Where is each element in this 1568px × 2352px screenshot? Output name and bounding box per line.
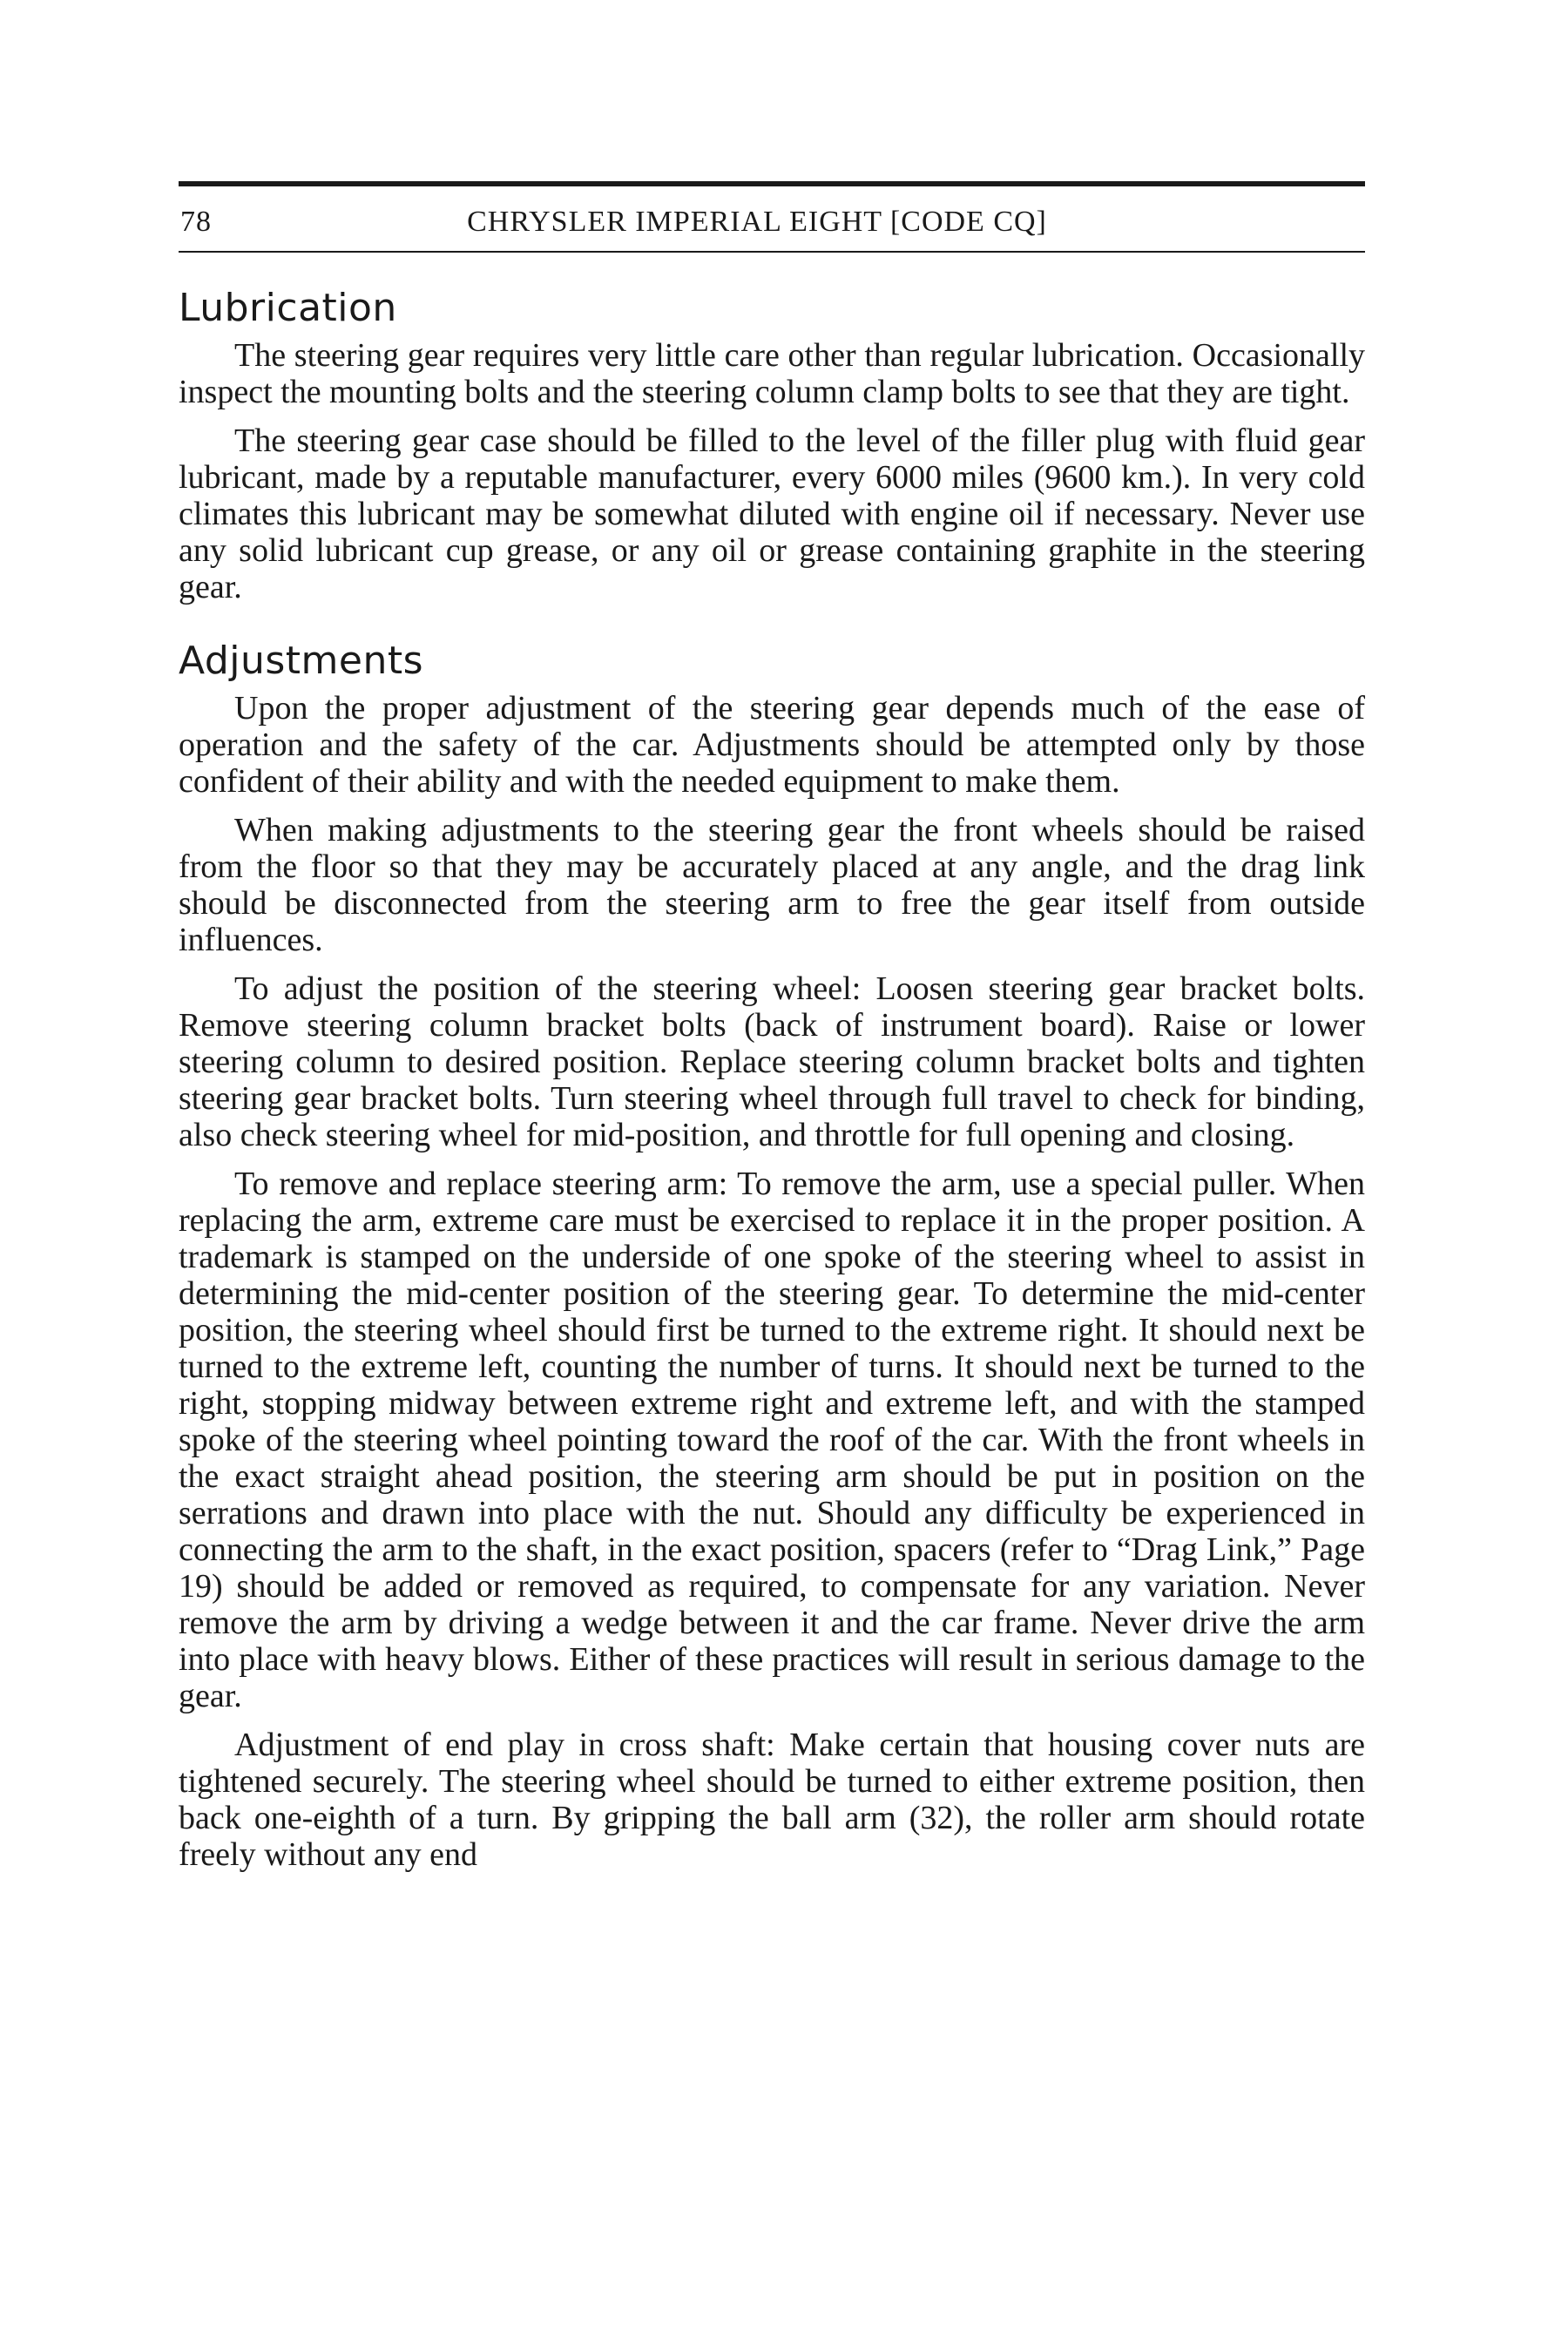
header-rule-top — [179, 181, 1365, 186]
paragraph: The steering gear case should be filled to the level of the filler plug with fluid gear lubricant, made by a reputable manufacturer, every 6000 miles (9600 km.). In very cold climates this lubricant may be somewhat diluted with engine oil if necessary. Never use any solid lubricant cup grease, or any oil or grease containing graphite in the steering gear. — [179, 422, 1365, 605]
section-lubrication — [179, 286, 1365, 605]
section-heading: Lubrication — [179, 286, 397, 330]
paragraph: To adjust the position of the steering wheel: Loosen steering gear bracket bolts. Remove steering column bracket bolts (back of instrument board). Raise or lower steering column to desired position. Replace steering column bracket bolts and tighten steering gear bracket bolts. Turn steering wheel through full travel to check for binding, also check steering wheel for mid-position, and throttle for full opening and closing. — [179, 970, 1365, 1153]
paragraph: When making adjustments to the steering gear the front wheels should be raised from the floor so that they may be accurately placed at any angle, and the drag link should be disconnected from the steering arm to free the gear itself from outside influences. — [179, 812, 1365, 958]
paragraph: Adjustment of end play in cross shaft: Make certain that housing cover nuts are tightened securely. The steering wheel should be turned to either extreme position, then back one-eighth of a turn. By gripping the ball arm (32), the roller arm should rotate freely without any end — [179, 1727, 1365, 1873]
running-title: CHRYSLER IMPERIAL EIGHT [CODE CQ] — [467, 206, 1047, 238]
paragraph: Upon the proper adjustment of the steering gear depends much of the ease of operation and the safety of the car. Adjustments should be attempted only by those confident of their ability and with the needed equipment to make them. — [179, 690, 1365, 800]
document-page — [179, 181, 1365, 1885]
paragraph: To remove and replace steering arm: To remove the arm, use a special puller. When replacing the arm, extreme care must be exercised to replace it in the proper position. A trademark is stamped on the underside of one spoke of the steering wheel to assist in determining the mid-center position of the steering gear. To determine the mid-center position, the steering wheel should first be turned to the extreme right. It should next be turned to the extreme left, counting the number of turns. It should next be turned to the right, stopping midway between extreme right and extreme left, and with the stamped spoke of the steering wheel pointing toward the roof of the car. With the front wheels in the exact straight ahead position, the steering arm should be put in position on the serrations and drawn into place with the nut. Should any difficulty be experienced in connecting the arm to the shaft, in the exact position, spacers (refer to “Drag Link,” Page 19) should be added or removed as required, to compensate for any variation. Never remove the arm by driving a wedge between it and the car frame. Never drive the arm into place with heavy blows. Either of these practices will result in serious damage to the gear. — [179, 1166, 1365, 1714]
section-heading: Adjustments — [179, 639, 424, 683]
running-header — [179, 206, 1365, 239]
header-rule-bottom — [179, 251, 1365, 253]
section-adjustments — [179, 639, 1365, 1873]
paragraph: The steering gear requires very little care other than regular lubrication. Occasionally inspect the mounting bolts and the steering column clamp bolts to see that they are tight. — [179, 337, 1365, 410]
page-number: 78 — [180, 206, 212, 238]
